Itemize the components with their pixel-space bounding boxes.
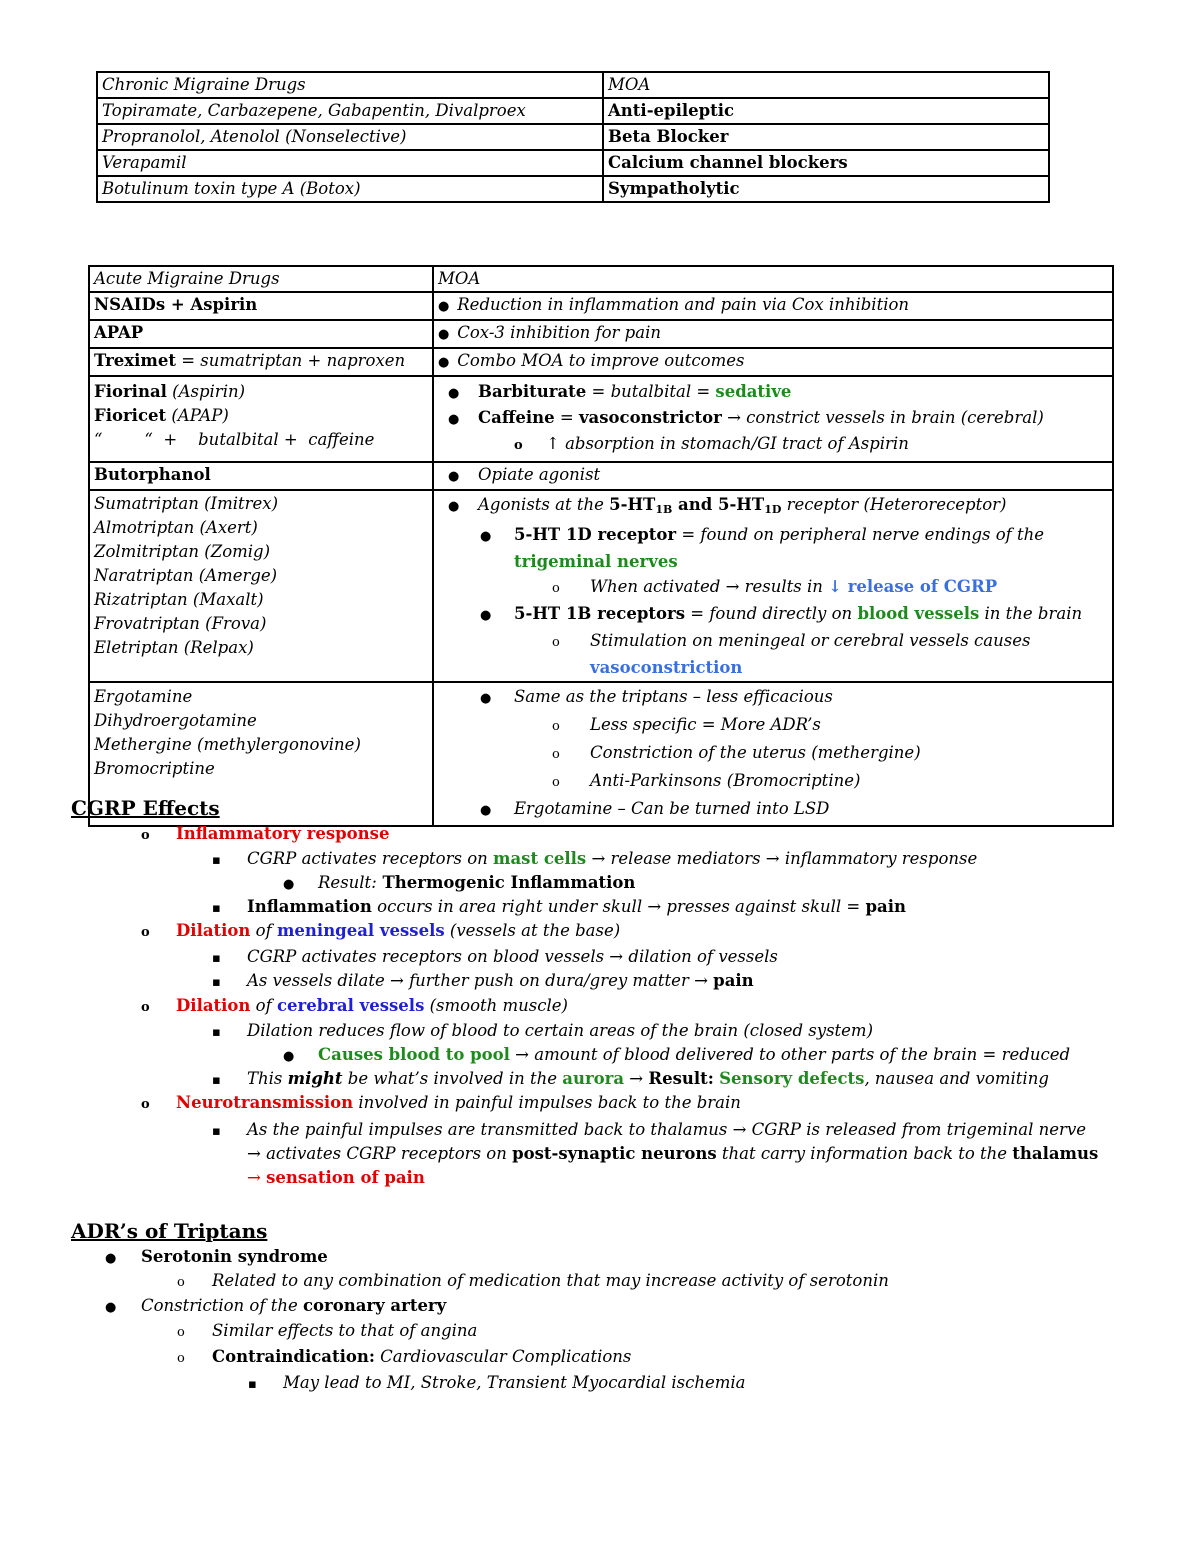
moa-bold: 5-HT 1D receptor [514,525,677,544]
sub-bullet-icon: o [552,775,560,790]
table-row [97,150,1049,176]
bullet-icon: ● [448,412,460,427]
outline-bold: Contraindication: [212,1347,375,1366]
sub-bullet-icon: o [141,828,150,843]
chronic-migraine-table [96,71,1050,203]
table-cell: NSAIDs + Aspirin [89,292,433,320]
moa-text: Reduction in inflammation and pain via Cox inhibition [457,295,910,314]
bullet-icon: ● [480,529,492,544]
outline-text: (vessels at the base) [444,921,621,940]
outline-highlight: mast cells [493,849,587,868]
square-bullet-icon: ▪ [212,975,221,990]
drug-line: Sumatriptan (Imitrex) [94,494,279,513]
outline-text: As the painful impulses are transmitted back to thalamus → CGRP is released from trigeminal nerve [247,1120,1087,1139]
moa-line [438,601,1108,628]
sub-bullet-icon: o [514,438,523,453]
outline-text: Cardiovascular Complications [374,1347,632,1366]
drug-line: Bromocriptine [94,759,215,778]
outline-bold: thalamus [1012,1144,1099,1163]
outline-text: This [247,1069,288,1088]
bullet-icon: ● [448,386,460,401]
table-row [97,98,1049,124]
bullet-icon: ● [480,691,492,706]
moa-text: When activated → results in [590,577,829,596]
bullet-icon: ● [480,608,492,623]
moa-line [438,492,1108,522]
moa-text: Combo MOA to improve outcomes [457,351,745,370]
moa-line [438,712,1108,740]
outline-highlight: aurora [562,1069,625,1088]
drug-line [94,404,428,428]
table-row [97,124,1049,150]
outline-text: involved in painful impulses back to the brain [353,1093,741,1112]
outline-bold: Thermogenic Inflammation [376,873,636,892]
outline-item [177,1271,889,1290]
sub-bullet-icon: o [141,1097,150,1112]
outline-text: May lead to MI, Stroke, Transient Myocardial ischemia [283,1373,746,1392]
outline-text: Result: [318,873,377,892]
table-row [89,490,1113,682]
moa-highlight: vasoconstriction [590,658,743,677]
drug-name: Fiorinal [94,382,167,401]
outline-bold: might [287,1069,343,1088]
outline-text: → amount of blood delivered to other parts of the brain = reduced [509,1045,1071,1064]
sub-bullet-icon: o [141,1000,150,1015]
outline-bold: coronary artery [302,1296,447,1315]
outline-text: of [250,921,277,940]
table-header-cell: Chronic Migraine Drugs [97,72,603,98]
table-cell: Beta Blocker [603,124,1049,150]
outline-item [105,1296,446,1315]
outline-item [177,1321,477,1340]
table-header-cell: Acute Migraine Drugs [89,266,433,292]
outline-heading: Neurotransmission [176,1093,354,1112]
table-cell [433,490,1113,682]
moa-text: Constriction of the uterus (methergine) [590,743,921,762]
table-cell: Propranolol, Atenolol (Nonselective) [97,124,603,150]
subscript: 1D [764,503,782,516]
outline-text: occurs in area right under skull → presses against skull = [371,897,866,916]
table-cell [433,462,1113,490]
outline-item [212,947,778,966]
bullet-icon: ● [448,499,460,514]
table-cell [433,376,1113,462]
drug-line: Methergine (methylergonovine) [94,735,361,754]
outline-text: Similar effects to that of angina [212,1321,478,1340]
outline-text: of [250,996,277,1015]
table-cell: Verapamil [97,150,603,176]
outline-highlight: Causes blood to pool [318,1045,510,1064]
outline-text: , nausea and vomiting [864,1069,1049,1088]
outline-item [212,897,906,916]
moa-highlight: blood vessels [857,604,980,623]
bullet-icon: ● [438,355,450,370]
outline-text: that carry information back to the [716,1144,1013,1163]
outline-text: Related to any combination of medication that may increase activity of serotonin [212,1271,889,1290]
outline-heading: Inflammatory response [176,824,390,843]
outline-item [141,824,389,843]
moa-text: Less specific = More ADR’s [590,715,821,734]
table-cell: Anti-epileptic [603,98,1049,124]
table-cell: Calcium channel blockers [603,150,1049,176]
drug-line: Almotriptan (Axert) [94,518,258,537]
outline-item [105,1247,328,1266]
outline-text: Dilation reduces flow of blood to certain areas of the brain (closed system) [247,1021,874,1040]
drug-line: Dihydroergotamine [94,711,257,730]
outline-text: (smooth muscle) [424,996,568,1015]
outline-item [247,1168,425,1187]
sub-bullet-icon: o [177,1275,185,1290]
outline-highlight: Sensory defects [719,1069,865,1088]
table-cell: Topiramate, Carbazepene, Gabapentin, Divalproex [97,98,603,124]
outline-heading: Dilation [176,921,251,940]
outline-bold: Inflammation [247,897,372,916]
table-cell: Sympatholytic [603,176,1049,202]
moa-bold: and 5-HT [672,495,765,514]
table-header-cell: MOA [603,72,1049,98]
moa-highlight: trigeminal nerves [514,552,678,571]
moa-line [438,768,1108,796]
sub-bullet-icon: o [141,925,150,940]
table-row [89,266,1113,292]
outline-item [248,1373,746,1392]
table-row [97,176,1049,202]
drug-line: Zolmitriptan (Zomig) [94,542,271,561]
outline-highlight: meningeal vessels [276,921,445,940]
table-cell [89,348,433,376]
bullet-icon: ● [438,327,450,342]
moa-text: Same as the triptans – less efficacious [514,687,833,706]
square-bullet-icon: ▪ [212,853,221,868]
section-heading: ADR’s of Triptans [71,1219,268,1243]
outline-item [212,849,977,868]
table-row [89,348,1113,376]
acute-migraine-table [88,265,1114,827]
drug-detail: (APAP) [166,406,229,425]
table-cell [89,376,433,462]
square-bullet-icon: ▪ [248,1377,257,1392]
moa-text: = found directly on [685,604,858,623]
outline-text: As vessels dilate → further push on dura/grey matter → [247,971,714,990]
square-bullet-icon: ▪ [212,1025,221,1040]
bullet-icon: ● [480,803,492,818]
table-header-cell: MOA [433,266,1113,292]
moa-bold: 5-HT [609,495,656,514]
sub-bullet-icon: o [177,1351,185,1366]
table-row [89,376,1113,462]
moa-text: = [554,408,579,427]
subscript: 1B [655,503,673,516]
table-cell [433,292,1113,320]
moa-text: receptor (Heteroreceptor) [781,495,1007,514]
table-row [89,462,1113,490]
drug-line: Frovatriptan (Frova) [94,614,267,633]
moa-line [438,796,1108,824]
bullet-icon: ● [105,1251,117,1266]
outline-item [212,1120,1086,1139]
bullet-icon: ● [438,299,450,314]
outline-item [283,1045,1070,1064]
table-row [89,292,1113,320]
moa-line [438,522,1108,549]
outline-bold: post-synaptic neurons [512,1144,717,1163]
outline-heading: Dilation [176,996,251,1015]
bullet-icon: ● [105,1300,117,1315]
moa-line [438,406,1108,432]
square-bullet-icon: ▪ [212,901,221,916]
moa-bold: Barbiturate [478,382,587,401]
bullet-icon: ● [448,469,460,484]
outline-bold: pain [865,897,906,916]
moa-text: Ergotamine – Can be turned into LSD [514,799,830,818]
outline-highlight: sensation of pain [266,1168,425,1187]
table-cell: Butorphanol [89,462,433,490]
table-cell [433,682,1113,826]
drug-line [94,380,428,404]
moa-bold: 5-HT 1B receptors [514,604,685,623]
table-cell [89,490,433,682]
bullet-icon: ● [283,877,295,892]
moa-text: = found on peripheral nerve endings of the [676,525,1045,544]
outline-text: → activates CGRP receptors on [247,1144,513,1163]
drug-detail: = sumatriptan + naproxen [175,351,406,370]
drug-line: Eletriptan (Relpax) [94,638,254,657]
outline-item [141,996,568,1015]
drug-detail: (Aspirin) [166,382,246,401]
moa-bold: vasoconstrictor [578,408,722,427]
moa-text: Cox-3 inhibition for pain [457,323,661,342]
moa-highlight: ↓ release of CGRP [828,577,998,596]
outline-highlight: cerebral vessels [276,996,425,1015]
drug-line: Rizatriptan (Maxalt) [94,590,264,609]
outline-text: CGRP activates receptors on blood vessels → dilation of vessels [247,947,778,966]
section-heading: CGRP Effects [71,796,220,820]
moa-text: → constrict vessels in brain (cerebral) [721,408,1044,427]
moa-line [438,628,1108,655]
moa-text: in the brain [979,604,1083,623]
sub-bullet-icon: o [177,1325,185,1340]
outline-item [212,1069,1049,1088]
table-row [89,320,1113,348]
outline-item [141,921,620,940]
square-bullet-icon: ▪ [212,1073,221,1088]
outline-text: CGRP activates receptors on [247,849,494,868]
table-cell: Botulinum toxin type A (Botox) [97,176,603,202]
table-cell: APAP [89,320,433,348]
drug-name: Fioricet [94,406,167,425]
sub-bullet-icon: o [552,581,560,596]
moa-line [438,574,1108,601]
moa-line [438,684,1108,712]
moa-highlight: sedative [715,382,792,401]
outline-text: be what’s involved in the [342,1069,563,1088]
table-cell [433,320,1113,348]
outline-text: → release mediators → inflammatory response [586,849,978,868]
moa-text: Opiate agonist [478,465,601,484]
outline-item [212,1021,873,1040]
table-row [97,72,1049,98]
square-bullet-icon: ▪ [212,951,221,966]
moa-text: Anti-Parkinsons (Bromocriptine) [590,771,861,790]
sub-bullet-icon: o [552,635,560,650]
outline-bold: Result: [648,1069,714,1088]
outline-item [177,1347,631,1366]
table-row [89,682,1113,826]
outline-text: Constriction of the [141,1296,303,1315]
outline-bold: pain [713,971,754,990]
moa-bold: Caffeine [478,408,555,427]
drug-line: Naratriptan (Amerge) [94,566,278,585]
bullet-icon: ● [283,1049,295,1064]
sub-bullet-icon: o [552,719,560,734]
moa-text: Stimulation on meningeal or cerebral vessels causes [590,631,1031,650]
outline-item [283,873,635,892]
outline-item [212,971,754,990]
drug-line: “ “ + butalbital + caffeine [94,430,375,449]
outline-item [141,1093,741,1112]
sub-bullet-icon: o [552,747,560,762]
drug-name: Treximet [94,351,176,370]
moa-text: ↑ absorption in stomach/GI tract of Aspirin [546,434,909,453]
drug-line: Ergotamine [94,687,193,706]
outline-text: → [624,1069,649,1088]
moa-line [438,432,1108,458]
moa-text: = butalbital = [586,382,716,401]
moa-line [438,380,1108,406]
square-bullet-icon: ▪ [212,1124,221,1139]
outline-bold: Serotonin syndrome [141,1247,328,1266]
outline-text: → [247,1168,267,1187]
moa-line [438,740,1108,768]
table-cell [433,348,1113,376]
outline-item [247,1144,1098,1163]
moa-text: Agonists at the [478,495,610,514]
